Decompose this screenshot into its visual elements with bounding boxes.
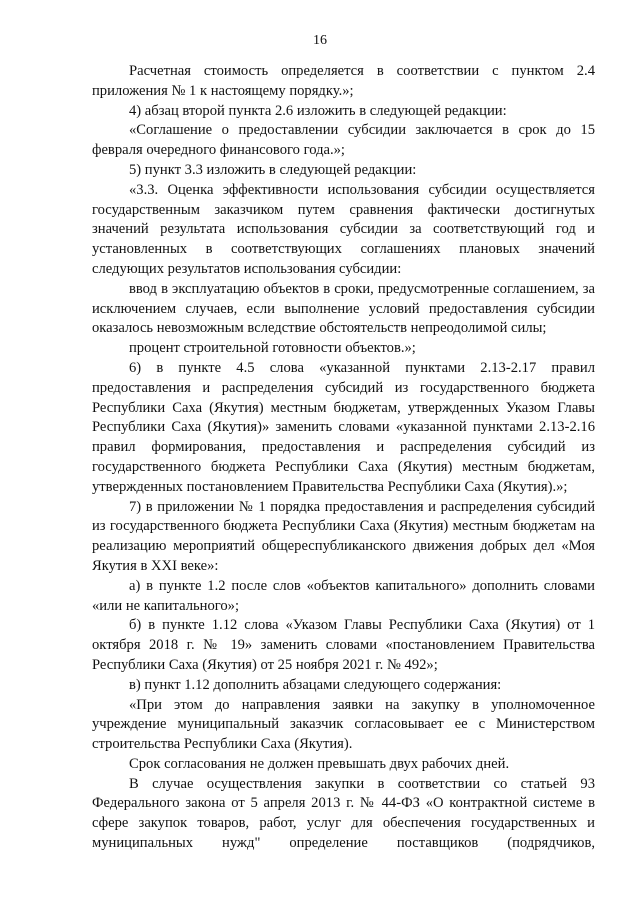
document-body <box>92 62 595 854</box>
paragraph: В случае осуществления закупки в соответствии со статьей 93 Федерального закона от 5 апреля 2013 г. № 44-ФЗ «О контрактной системе в сфере закупок товаров, работ, услуг для обеспечения государственных и муниципальных нужд" определение поставщиков (подрядчиков, <box>92 775 595 852</box>
paragraph: Срок согласования не должен превышать двух рабочих дней. <box>129 755 510 772</box>
paragraph: процент строительной готовности объектов.»; <box>129 340 416 357</box>
paragraph: а) в пункте 1.2 после слов «объектов капитального» дополнить словами «или не капитального»; <box>92 577 595 614</box>
paragraph: 5) пункт 3.3 изложить в следующей редакции: <box>129 161 417 178</box>
paragraph: в) пункт 1.12 дополнить абзацами следующего содержания: <box>129 676 502 693</box>
paragraph: 7) в приложении № 1 порядка предоставления и распределения субсидий из государственного бюджета Республики Саха (Якутия) местным бюджетам на реализацию мероприятий общереспубликанского движения добрых дел «Моя Якутия в XXI веке»: <box>92 498 595 574</box>
paragraph: «При этом до направления заявки на закупку в уполномоченное учреждение муниципальный заказчик согласовывает ее с Министерством строительства Республики Саха (Якутия). <box>92 696 595 753</box>
paragraph: 6) в пункте 4.5 слова «указанной пунктами 2.13-2.17 правил предоставления и распределения субсидий из государственного бюджета Республики Саха (Якутия) местным бюджетам, утвержденных Указом Главы Республики Саха (Якутия)» заменить словами «указанной пунктами 2.13-2.16 правил формирования, предоставления и распределения субсидий из государственного бюджета Республики Саха (Якутия) местным бюджетам, утвержденных постановлением Правительства Республики Саха (Якутия).»; <box>92 359 595 495</box>
paragraph: б) в пункте 1.12 слова «Указом Главы Республики Саха (Якутия) от 1 октября 2018 г. № 19» заменить словами «постановлением Правительства Республики Саха (Якутия) от 25 ноября 2021 г. № 492»; <box>92 617 595 673</box>
paragraph: «3.3. Оценка эффективности использования субсидии осуществляется государственным заказчиком путем сравнения фактически достигнутых значений результата использования субсидии за соответствующий год и установленных в соответствующих соглашениях плановых значений следующих результатов использования субсидии: <box>92 181 595 277</box>
page-number: 16 <box>313 33 327 48</box>
paragraph: 4) абзац второй пункта 2.6 изложить в следующей редакции: <box>129 102 507 119</box>
paragraph: ввод в эксплуатацию объектов в сроки, предусмотренные соглашением, за исключением случаев, если выполнение условий предоставления субсидии оказалось невозможным вследствие обстоятельств непреодолимой силы; <box>92 280 595 337</box>
paragraph: «Соглашение о предоставлении субсидии заключается в срок до 15 февраля очередного финансового года.»; <box>92 122 595 159</box>
paragraph: Расчетная стоимость определяется в соответствии с пунктом 2.4 приложения № 1 к настоящему порядку.»; <box>92 63 595 99</box>
